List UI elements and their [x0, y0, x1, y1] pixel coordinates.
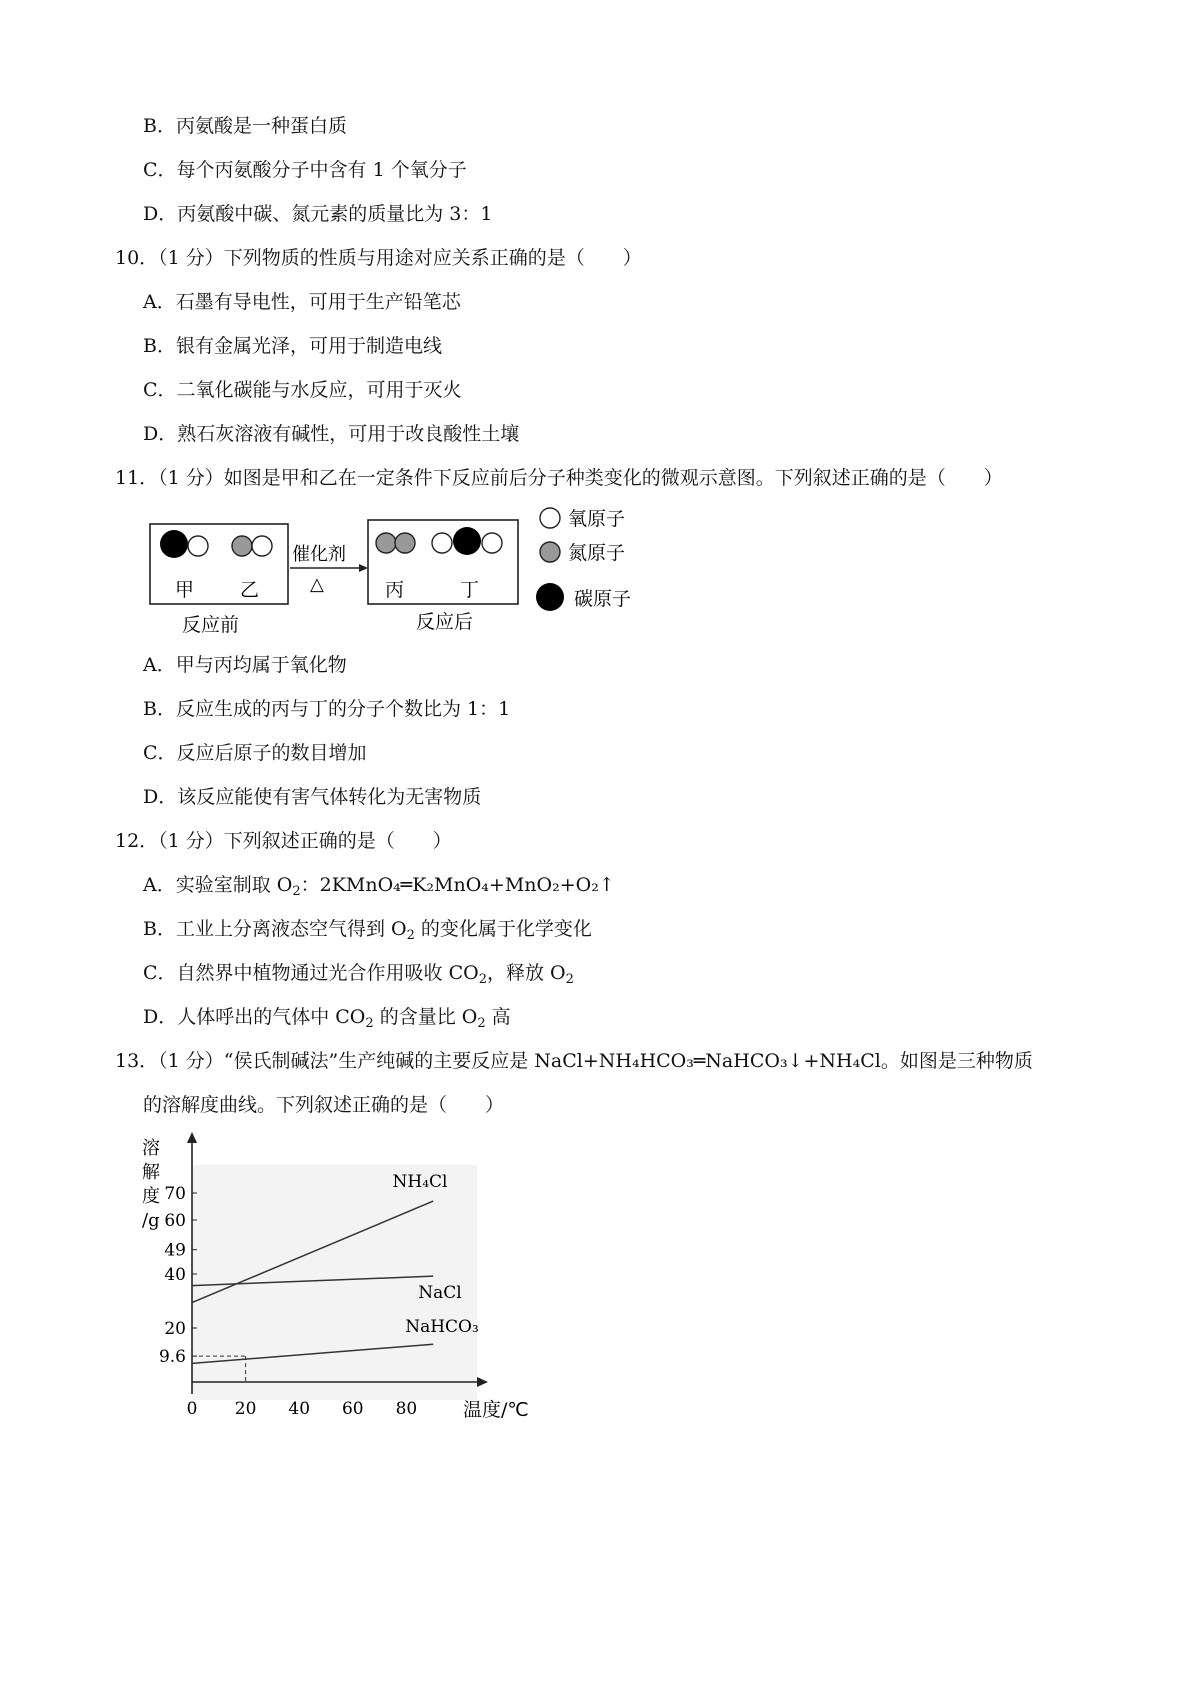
q10-stem: 10．（1 分）下列物质的性质与用途对应关系正确的是（ ）: [115, 247, 642, 269]
q13-stem-line1: 13．（1 分）“侯氏制碱法”生产纯碱的主要反应是 NaCl+NH₄HCO₃═NaHCO₃↓+NH₄Cl。如图是三种物质: [115, 1050, 1033, 1072]
q12-stem: 12．（1 分）下列叙述正确的是（ ）: [115, 830, 452, 852]
q11-option-b: B．反应生成的丙与丁的分子个数比为 1：1: [143, 698, 511, 720]
x-tick-label: 20: [234, 1399, 257, 1419]
ylabel-char-1: 溶: [142, 1138, 160, 1159]
series-label: NH₄Cl: [392, 1172, 448, 1193]
label-yi: 乙: [240, 579, 260, 601]
q12-option-c: C．自然界中植物通过光合作用吸收 $CO_2$，释放 $O_2$: [143, 962, 574, 987]
legend-nitrogen-icon: [540, 542, 560, 562]
legend-carbon: 碳原子: [574, 588, 632, 610]
heat-symbol: △: [310, 574, 324, 595]
legend-oxygen: 氧原子: [568, 508, 626, 530]
q10-option-c: C．二氧化碳能与水反应，可用于灭火: [143, 379, 462, 401]
label-bing: 丙: [385, 579, 405, 601]
x-axis-arrow-icon: [477, 1377, 488, 1387]
x-axis-label: 温度/℃: [463, 1399, 529, 1421]
oxygen-atom: [432, 533, 452, 553]
q9-option-d: D．丙氨酸中碳、氮元素的质量比为 3：1: [143, 203, 493, 225]
y-tick-label: 49: [164, 1240, 186, 1261]
arrow-head-icon: [359, 564, 368, 572]
q12-option-b: B．工业上分离液态空气得到 $O_2$ 的变化属于化学变化: [143, 918, 592, 943]
oxygen-atom: [252, 536, 272, 556]
q11-stem: 11．（1 分）如图是甲和乙在一定条件下反应前后分子种类变化的微观示意图。下列叙述正确的是（ ）: [115, 467, 1003, 489]
solubility-chart: [140, 1130, 529, 1430]
y-tick-label: 9.6: [158, 1347, 186, 1368]
y-tick-label: 60: [164, 1211, 186, 1231]
q9-option-b: B．丙氨酸是一种蛋白质: [143, 115, 347, 137]
label-after: 反应后: [416, 611, 474, 633]
oxygen-atom: [188, 536, 208, 556]
series-label: NaCl: [418, 1283, 462, 1304]
carbon-atom: [160, 530, 188, 558]
nitrogen-atom: [376, 533, 396, 553]
q10-option-a: A．石墨有导电性，可用于生产铅笔芯: [143, 291, 461, 313]
q13-stem-line2: 的溶解度曲线。下列叙述正确的是（ ）: [143, 1094, 505, 1116]
x-tick-label: 40: [288, 1399, 311, 1419]
ylabel-char-2: 解: [142, 1162, 160, 1183]
catalyst-label: 催化剂: [292, 544, 346, 565]
carbon-atom: [453, 527, 481, 555]
nitrogen-atom: [232, 536, 252, 556]
q10-option-b: B．银有金属光泽，可用于制造电线: [143, 335, 442, 357]
y-tick-label: 70: [164, 1184, 186, 1204]
y-tick-label: 40: [164, 1265, 186, 1285]
q12-option-a: A．实验室制取 $O_2$：2KMnO₄═K₂MnO₄+MnO₂+O₂↑: [143, 874, 615, 899]
oxygen-atom: [482, 533, 502, 553]
y-tick-label: 20: [164, 1319, 186, 1339]
q11-option-d: D．该反应能使有害气体转化为无害物质: [143, 786, 482, 808]
series-label: NaHCO₃: [405, 1317, 479, 1338]
x-tick-label: 80: [395, 1399, 418, 1419]
label-jia: 甲: [175, 579, 195, 601]
legend-carbon-icon: [536, 583, 564, 611]
reaction-diagram: [140, 500, 660, 645]
ylabel-char-4: /g: [142, 1210, 160, 1231]
q11-option-c: C．反应后原子的数目增加: [143, 742, 367, 764]
x-tick-label: 0: [186, 1399, 198, 1419]
q11-option-a: A．甲与丙均属于氧化物: [143, 654, 347, 676]
y-axis-arrow-icon: [187, 1132, 197, 1143]
x-tick-label: 60: [341, 1399, 364, 1419]
q9-option-c: C．每个丙氨酸分子中含有 1 个氧分子: [143, 159, 467, 181]
legend-oxygen-icon: [540, 508, 560, 528]
label-ding: 丁: [460, 579, 480, 601]
label-before: 反应前: [182, 614, 240, 636]
legend-nitrogen: 氮原子: [568, 542, 626, 564]
nitrogen-atom: [395, 533, 415, 553]
q10-option-d: D．熟石灰溶液有碱性，可用于改良酸性土壤: [143, 423, 520, 445]
ylabel-char-3: 度: [142, 1186, 160, 1207]
q12-option-d: D．人体呼出的气体中 $CO_2$ 的含量比 $O_2$ 高: [143, 1006, 511, 1031]
